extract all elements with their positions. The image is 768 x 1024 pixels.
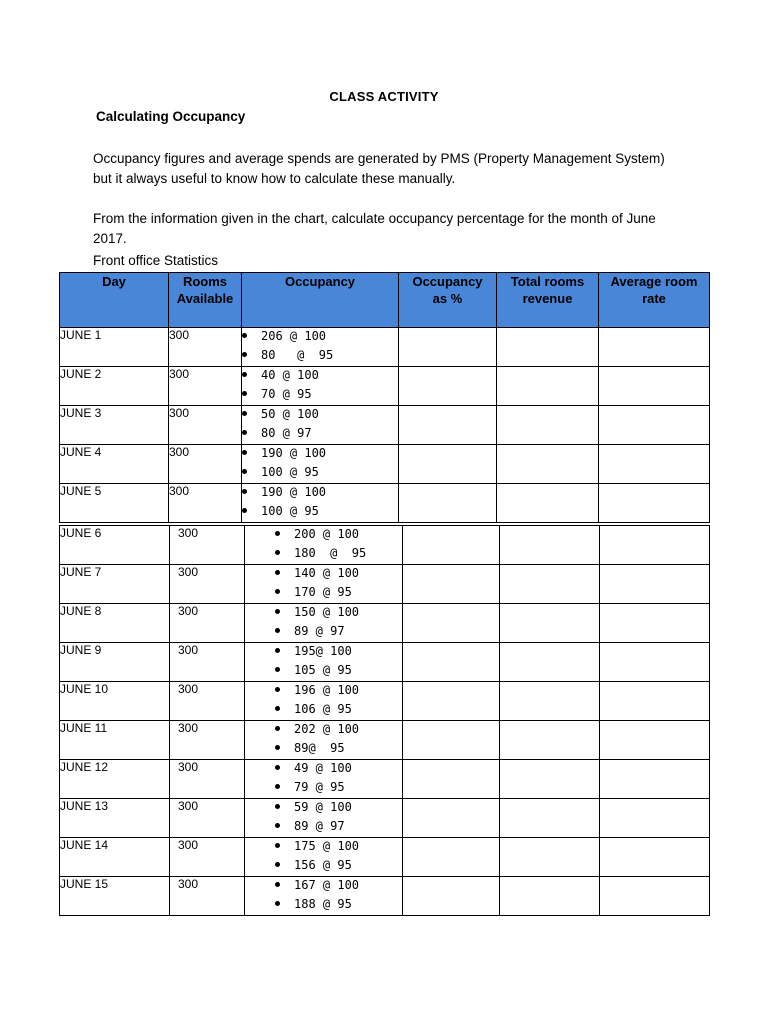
occupancy-percent-cell bbox=[399, 367, 497, 406]
occupancy-line bbox=[275, 877, 402, 896]
occupancy-cell bbox=[245, 877, 403, 916]
average-rate-cell bbox=[600, 760, 710, 799]
occupancy-table-part-1 bbox=[59, 272, 710, 523]
occupancy-percent-cell bbox=[403, 604, 500, 643]
day-cell: JUNE 9 bbox=[60, 643, 170, 682]
occupancy-value: 190 @ 100 bbox=[261, 485, 327, 499]
total-revenue-cell bbox=[497, 484, 599, 523]
total-revenue-cell bbox=[500, 721, 600, 760]
bullet-icon bbox=[275, 726, 280, 731]
occupancy-value: 200 @ 100 bbox=[294, 527, 360, 541]
bullet-icon bbox=[242, 450, 247, 455]
occupancy-line bbox=[275, 838, 402, 857]
header-day bbox=[60, 273, 169, 328]
total-revenue-cell bbox=[500, 643, 600, 682]
table-header-row bbox=[60, 273, 710, 328]
occupancy-line bbox=[275, 760, 402, 779]
table-row bbox=[60, 799, 710, 838]
total-revenue-cell bbox=[500, 760, 600, 799]
bullet-icon bbox=[275, 531, 280, 536]
total-revenue-cell bbox=[500, 877, 600, 916]
header-label-line: rate bbox=[642, 291, 666, 306]
header-label-line: Occupancy bbox=[412, 274, 483, 289]
day-cell: JUNE 10 bbox=[60, 682, 170, 721]
occupancy-line bbox=[275, 857, 402, 876]
bullet-icon bbox=[275, 667, 280, 672]
occupancy-value: 156 @ 95 bbox=[294, 858, 352, 872]
occupancy-line bbox=[242, 503, 398, 522]
day-cell: JUNE 14 bbox=[60, 838, 170, 877]
day-cell: JUNE 2 bbox=[60, 367, 169, 406]
occupancy-line bbox=[275, 662, 402, 681]
header-label-line: revenue bbox=[522, 291, 573, 306]
occupancy-value: 170 @ 95 bbox=[294, 585, 352, 599]
total-revenue-cell bbox=[500, 838, 600, 877]
occupancy-cell bbox=[242, 406, 399, 445]
occupancy-line bbox=[242, 484, 398, 503]
occupancy-cell bbox=[245, 799, 403, 838]
rooms-available-cell: 300 bbox=[169, 328, 242, 367]
occupancy-cell bbox=[245, 760, 403, 799]
occupancy-value: 49 @ 100 bbox=[294, 761, 352, 775]
bullet-icon bbox=[275, 550, 280, 555]
occupancy-value: 100 @ 95 bbox=[261, 504, 319, 518]
table-row bbox=[60, 838, 710, 877]
occupancy-percent-cell bbox=[399, 445, 497, 484]
table-row bbox=[60, 877, 710, 916]
occupancy-cell bbox=[245, 643, 403, 682]
intro-paragraph: Occupancy figures and average spends are generated by PMS (Property Management System) but it always useful to know how to calculate these manually. bbox=[93, 151, 665, 186]
occupancy-line bbox=[275, 701, 402, 720]
occupancy-value: 180 @ 95 bbox=[294, 546, 367, 560]
average-rate-cell bbox=[600, 643, 710, 682]
day-cell: JUNE 1 bbox=[60, 328, 169, 367]
occupancy-value: 80 @ 95 bbox=[261, 348, 334, 362]
occupancy-line bbox=[275, 604, 402, 623]
occupancy-line bbox=[275, 682, 402, 701]
bullet-icon bbox=[275, 862, 280, 867]
occupancy-percent-cell bbox=[403, 877, 500, 916]
table-caption: Front office Statistics bbox=[93, 253, 219, 268]
header-total-rooms-revenue bbox=[497, 273, 599, 328]
bullet-icon bbox=[242, 508, 247, 513]
bullet-icon bbox=[242, 469, 247, 474]
occupancy-value: 79 @ 95 bbox=[294, 780, 345, 794]
rooms-available-cell: 300 bbox=[170, 682, 245, 721]
occupancy-cell bbox=[242, 328, 399, 367]
occupancy-line bbox=[275, 526, 402, 545]
occupancy-cell bbox=[242, 445, 399, 484]
rooms-available-cell: 300 bbox=[170, 526, 245, 565]
total-revenue-cell bbox=[500, 604, 600, 643]
average-rate-cell bbox=[599, 406, 710, 445]
rooms-available-cell: 300 bbox=[170, 799, 245, 838]
section-subtitle: Calculating Occupancy bbox=[96, 109, 246, 124]
bullet-icon bbox=[242, 489, 247, 494]
occupancy-line bbox=[242, 386, 398, 405]
bullet-icon bbox=[275, 882, 280, 887]
occupancy-percent-cell bbox=[399, 406, 497, 445]
page-title: CLASS ACTIVITY bbox=[329, 89, 439, 104]
bullet-icon bbox=[242, 430, 247, 435]
occupancy-value: 175 @ 100 bbox=[294, 839, 360, 853]
table-row bbox=[60, 643, 710, 682]
occupancy-percent-cell bbox=[403, 760, 500, 799]
header-label-line: Available bbox=[176, 291, 234, 306]
day-cell: JUNE 6 bbox=[60, 526, 170, 565]
occupancy-cell bbox=[245, 565, 403, 604]
header-label-line: as % bbox=[432, 291, 463, 306]
occupancy-table-part-2 bbox=[59, 525, 710, 916]
occupancy-value: 188 @ 95 bbox=[294, 897, 352, 911]
occupancy-line bbox=[275, 721, 402, 740]
occupancy-value: 167 @ 100 bbox=[294, 878, 360, 892]
header-occupancy-percent bbox=[399, 273, 497, 328]
average-rate-cell bbox=[599, 328, 710, 367]
average-rate-cell bbox=[600, 877, 710, 916]
occupancy-cell bbox=[245, 721, 403, 760]
occupancy-line bbox=[275, 623, 402, 642]
rooms-available-cell: 300 bbox=[169, 406, 242, 445]
rooms-available-cell: 300 bbox=[169, 484, 242, 523]
bullet-icon bbox=[242, 352, 247, 357]
bullet-icon bbox=[275, 687, 280, 692]
bullet-icon bbox=[275, 628, 280, 633]
header-label-line: Total rooms bbox=[510, 274, 585, 289]
bullet-icon bbox=[275, 570, 280, 575]
occupancy-value: 89 @ 97 bbox=[294, 624, 345, 638]
occupancy-cell bbox=[245, 604, 403, 643]
total-revenue-cell bbox=[497, 445, 599, 484]
header-label-line: Occupancy bbox=[284, 274, 356, 289]
day-cell: JUNE 7 bbox=[60, 565, 170, 604]
occupancy-value: 190 @ 100 bbox=[261, 446, 327, 460]
rooms-available-cell: 300 bbox=[170, 721, 245, 760]
day-cell: JUNE 3 bbox=[60, 406, 169, 445]
day-cell: JUNE 15 bbox=[60, 877, 170, 916]
occupancy-percent-cell bbox=[403, 799, 500, 838]
bullet-icon bbox=[275, 706, 280, 711]
average-rate-cell bbox=[599, 484, 710, 523]
occupancy-cell bbox=[242, 367, 399, 406]
occupancy-percent-cell bbox=[403, 565, 500, 604]
occupancy-value: 202 @ 100 bbox=[294, 722, 360, 736]
occupancy-line bbox=[242, 367, 398, 386]
rooms-available-cell: 300 bbox=[170, 877, 245, 916]
occupancy-line bbox=[275, 799, 402, 818]
occupancy-value: 80 @ 97 bbox=[261, 426, 312, 440]
header-average-room-rate bbox=[599, 273, 710, 328]
occupancy-value: 89@ 95 bbox=[294, 741, 345, 755]
occupancy-line bbox=[275, 740, 402, 759]
day-cell: JUNE 12 bbox=[60, 760, 170, 799]
occupancy-value: 106 @ 95 bbox=[294, 702, 352, 716]
occupancy-line bbox=[275, 565, 402, 584]
occupancy-line bbox=[275, 584, 402, 603]
bullet-icon bbox=[275, 843, 280, 848]
table-row bbox=[60, 526, 710, 565]
bullet-icon bbox=[275, 901, 280, 906]
total-revenue-cell bbox=[500, 565, 600, 604]
instruction-paragraph: From the information given in the chart, calculate occupancy percentage for the month of June 2017. bbox=[93, 211, 656, 246]
occupancy-percent-cell bbox=[403, 643, 500, 682]
table-row bbox=[60, 367, 710, 406]
total-revenue-cell bbox=[497, 367, 599, 406]
header-occupancy bbox=[242, 273, 399, 328]
table-row bbox=[60, 445, 710, 484]
occupancy-line bbox=[275, 818, 402, 837]
occupancy-value: 70 @ 95 bbox=[261, 387, 312, 401]
occupancy-line bbox=[242, 347, 398, 366]
average-rate-cell bbox=[600, 799, 710, 838]
occupancy-value: 140 @ 100 bbox=[294, 566, 360, 580]
rooms-available-cell: 300 bbox=[170, 604, 245, 643]
average-rate-cell bbox=[599, 367, 710, 406]
bullet-icon bbox=[242, 372, 247, 377]
bullet-icon bbox=[242, 411, 247, 416]
occupancy-value: 195@ 100 bbox=[294, 644, 352, 658]
bullet-icon bbox=[275, 609, 280, 614]
total-revenue-cell bbox=[500, 799, 600, 838]
bullet-icon bbox=[275, 589, 280, 594]
day-cell: JUNE 4 bbox=[60, 445, 169, 484]
occupancy-value: 206 @ 100 bbox=[261, 329, 327, 343]
rooms-available-cell: 300 bbox=[169, 367, 242, 406]
total-revenue-cell bbox=[497, 406, 599, 445]
average-rate-cell bbox=[600, 526, 710, 565]
occupancy-line bbox=[242, 328, 398, 347]
day-cell: JUNE 8 bbox=[60, 604, 170, 643]
occupancy-percent-cell bbox=[403, 682, 500, 721]
average-rate-cell bbox=[600, 565, 710, 604]
table-row bbox=[60, 565, 710, 604]
rooms-available-cell: 300 bbox=[169, 445, 242, 484]
table-row bbox=[60, 484, 710, 523]
average-rate-cell bbox=[600, 838, 710, 877]
occupancy-percent-cell bbox=[403, 526, 500, 565]
occupancy-line bbox=[242, 425, 398, 444]
occupancy-cell bbox=[242, 484, 399, 523]
table-row bbox=[60, 406, 710, 445]
bullet-icon bbox=[275, 804, 280, 809]
occupancy-cell bbox=[245, 838, 403, 877]
average-rate-cell bbox=[600, 682, 710, 721]
occupancy-value: 40 @ 100 bbox=[261, 368, 319, 382]
occupancy-value: 105 @ 95 bbox=[294, 663, 352, 677]
rooms-available-cell: 300 bbox=[170, 760, 245, 799]
occupancy-percent-cell bbox=[399, 328, 497, 367]
occupancy-cell bbox=[245, 682, 403, 721]
day-cell: JUNE 5 bbox=[60, 484, 169, 523]
header-label-line: Average room bbox=[610, 274, 698, 289]
total-revenue-cell bbox=[497, 328, 599, 367]
rooms-available-cell: 300 bbox=[170, 565, 245, 604]
table-row bbox=[60, 721, 710, 760]
bullet-icon bbox=[275, 765, 280, 770]
header-label-line: Rooms bbox=[182, 274, 228, 289]
average-rate-cell bbox=[600, 721, 710, 760]
bullet-icon bbox=[275, 784, 280, 789]
bullet-icon bbox=[242, 333, 247, 338]
total-revenue-cell bbox=[500, 526, 600, 565]
average-rate-cell bbox=[600, 604, 710, 643]
occupancy-value: 89 @ 97 bbox=[294, 819, 345, 833]
day-cell: JUNE 13 bbox=[60, 799, 170, 838]
bullet-icon bbox=[242, 391, 247, 396]
occupancy-percent-cell bbox=[399, 484, 497, 523]
occupancy-line bbox=[275, 896, 402, 915]
day-cell: JUNE 11 bbox=[60, 721, 170, 760]
table-row bbox=[60, 328, 710, 367]
occupancy-value: 59 @ 100 bbox=[294, 800, 352, 814]
occupancy-percent-cell bbox=[403, 838, 500, 877]
average-rate-cell bbox=[599, 445, 710, 484]
occupancy-line bbox=[242, 445, 398, 464]
occupancy-value: 100 @ 95 bbox=[261, 465, 319, 479]
bullet-icon bbox=[275, 648, 280, 653]
occupancy-line bbox=[275, 545, 402, 564]
rooms-available-cell: 300 bbox=[170, 838, 245, 877]
occupancy-line bbox=[242, 464, 398, 483]
rooms-available-cell: 300 bbox=[170, 643, 245, 682]
occupancy-value: 50 @ 100 bbox=[261, 407, 319, 421]
bullet-icon bbox=[275, 745, 280, 750]
table-row bbox=[60, 682, 710, 721]
header-label-line: Day bbox=[102, 274, 126, 289]
occupancy-line bbox=[275, 643, 402, 662]
table-row bbox=[60, 760, 710, 799]
table-row bbox=[60, 604, 710, 643]
occupancy-cell bbox=[245, 526, 403, 565]
total-revenue-cell bbox=[500, 682, 600, 721]
occupancy-line bbox=[242, 406, 398, 425]
occupancy-value: 150 @ 100 bbox=[294, 605, 360, 619]
bullet-icon bbox=[275, 823, 280, 828]
header-rooms-available bbox=[169, 273, 242, 328]
occupancy-percent-cell bbox=[403, 721, 500, 760]
occupancy-line bbox=[275, 779, 402, 798]
occupancy-value: 196 @ 100 bbox=[294, 683, 360, 697]
